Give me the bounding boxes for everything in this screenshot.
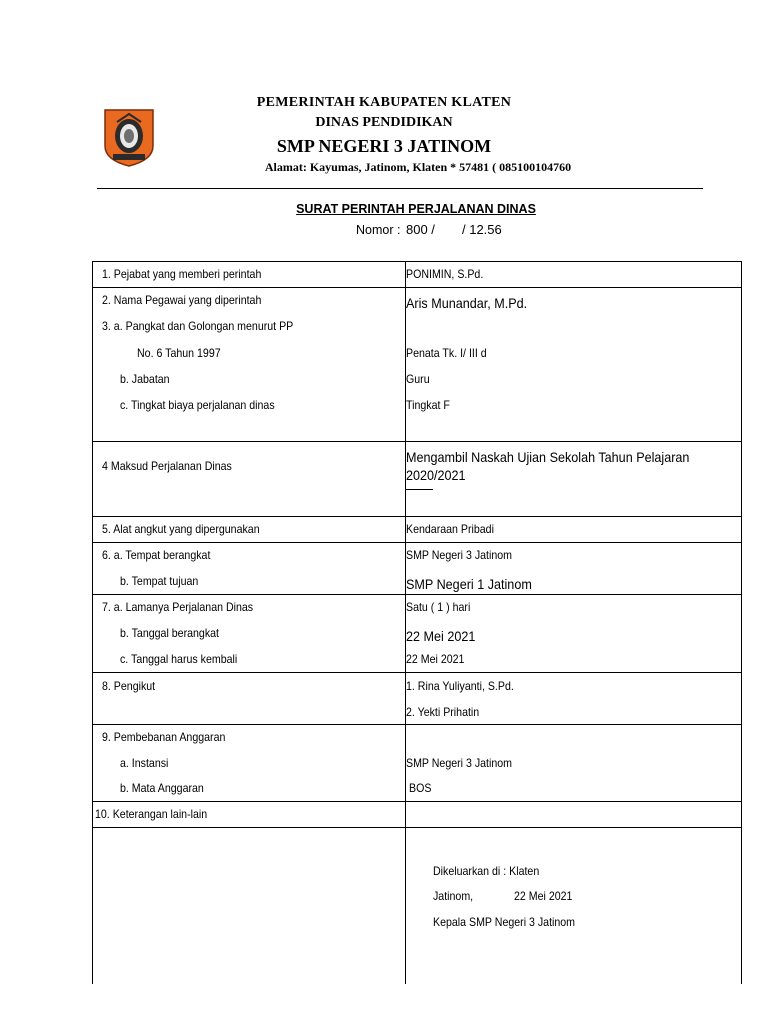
table-right-border bbox=[741, 261, 742, 984]
row6b-value: SMP Negeri 1 Jatinom bbox=[406, 576, 532, 592]
signatory-position: Kepala SMP Negeri 3 Jatinom bbox=[433, 915, 576, 929]
row-divider bbox=[92, 542, 742, 543]
header-divider bbox=[97, 188, 703, 189]
nomor-suffix: / 12.56 bbox=[462, 222, 502, 237]
row3a-value: Penata Tk. I/ III d bbox=[406, 346, 487, 360]
row1-value: PONIMIN, S.Pd. bbox=[406, 267, 484, 281]
row3c-label: c. Tingkat biaya perjalanan dinas bbox=[120, 398, 275, 412]
row-divider bbox=[92, 594, 742, 595]
row-divider bbox=[92, 724, 742, 725]
row7b-value: 22 Mei 2021 bbox=[406, 628, 476, 644]
row-divider bbox=[92, 441, 742, 442]
row3a-label: 3. a. Pangkat dan Golongan menurut PP bbox=[102, 319, 294, 333]
row7b-label: b. Tanggal berangkat bbox=[120, 626, 219, 640]
table-middle-border bbox=[405, 261, 406, 984]
row-divider bbox=[92, 516, 742, 517]
row10-label: 10. Keterangan lain-lain bbox=[95, 807, 208, 821]
row6b-label: b. Tempat tujuan bbox=[120, 574, 199, 588]
row3b-value: Guru bbox=[406, 372, 430, 386]
row9b-label: b. Mata Anggaran bbox=[120, 781, 204, 795]
issued-place: Jatinom, bbox=[433, 889, 474, 903]
row9b-value: BOS bbox=[409, 781, 432, 795]
row7a-value: Satu ( 1 ) hari bbox=[406, 600, 471, 614]
row5-label: 5. Alat angkut yang dipergunakan bbox=[102, 522, 260, 536]
row6a-label: 6. a. Tempat berangkat bbox=[102, 548, 211, 562]
table-left-border bbox=[92, 261, 93, 984]
row7c-label: c. Tanggal harus kembali bbox=[120, 652, 238, 666]
row4-underline bbox=[406, 489, 433, 490]
row-divider bbox=[92, 261, 742, 262]
row9-label: 9. Pembebanan Anggaran bbox=[102, 730, 226, 744]
row8-label: 8. Pengikut bbox=[102, 679, 156, 693]
row-divider bbox=[92, 801, 742, 802]
row4-value-line1: Mengambil Naskah Ujian Sekolah Tahun Pelajaran bbox=[406, 449, 690, 465]
row-divider bbox=[92, 827, 742, 828]
row4-label: 4 Maksud Perjalanan Dinas bbox=[102, 459, 232, 473]
document-title: SURAT PERINTAH PERJALANAN DINAS bbox=[296, 202, 536, 216]
school-name: SMP NEGERI 3 JATINOM bbox=[276, 136, 492, 156]
department-header: DINAS PENDIDIKAN bbox=[315, 115, 453, 130]
issued-at: Dikeluarkan di : Klaten bbox=[433, 864, 540, 878]
row8-value-2: 2. Yekti Prihatin bbox=[406, 705, 480, 719]
row7c-value: 22 Mei 2021 bbox=[406, 652, 465, 666]
row2-label: 2. Nama Pegawai yang diperintah bbox=[102, 293, 262, 307]
row3a-label-cont: No. 6 Tahun 1997 bbox=[137, 346, 221, 360]
issued-date: 22 Mei 2021 bbox=[514, 889, 573, 903]
nomor-value: 800 / bbox=[406, 222, 435, 237]
government-header: PEMERINTAH KABUPATEN KLATEN bbox=[256, 95, 512, 110]
row9a-label: a. Instansi bbox=[120, 756, 169, 770]
row9a-value: SMP Negeri 3 Jatinom bbox=[406, 756, 513, 770]
row7a-label: 7. a. Lamanya Perjalanan Dinas bbox=[102, 600, 254, 614]
row-divider bbox=[92, 287, 742, 288]
row2-value: Aris Munandar, M.Pd. bbox=[406, 295, 528, 311]
row1-label: 1. Pejabat yang memberi perintah bbox=[102, 267, 262, 281]
row-divider bbox=[92, 672, 742, 673]
row5-value: Kendaraan Pribadi bbox=[406, 522, 494, 536]
row8-value-1: 1. Rina Yuliyanti, S.Pd. bbox=[406, 679, 514, 693]
row4-value-line2: 2020/2021 bbox=[406, 467, 466, 483]
nomor-label: Nomor : bbox=[356, 223, 401, 237]
row3b-label: b. Jabatan bbox=[120, 372, 170, 386]
row6a-value: SMP Negeri 3 Jatinom bbox=[406, 548, 513, 562]
row3c-value: Tingkat F bbox=[406, 398, 450, 412]
school-address: Alamat: Kayumas, Jatinom, Klaten * 57481 ( 085100104760 bbox=[264, 160, 572, 174]
